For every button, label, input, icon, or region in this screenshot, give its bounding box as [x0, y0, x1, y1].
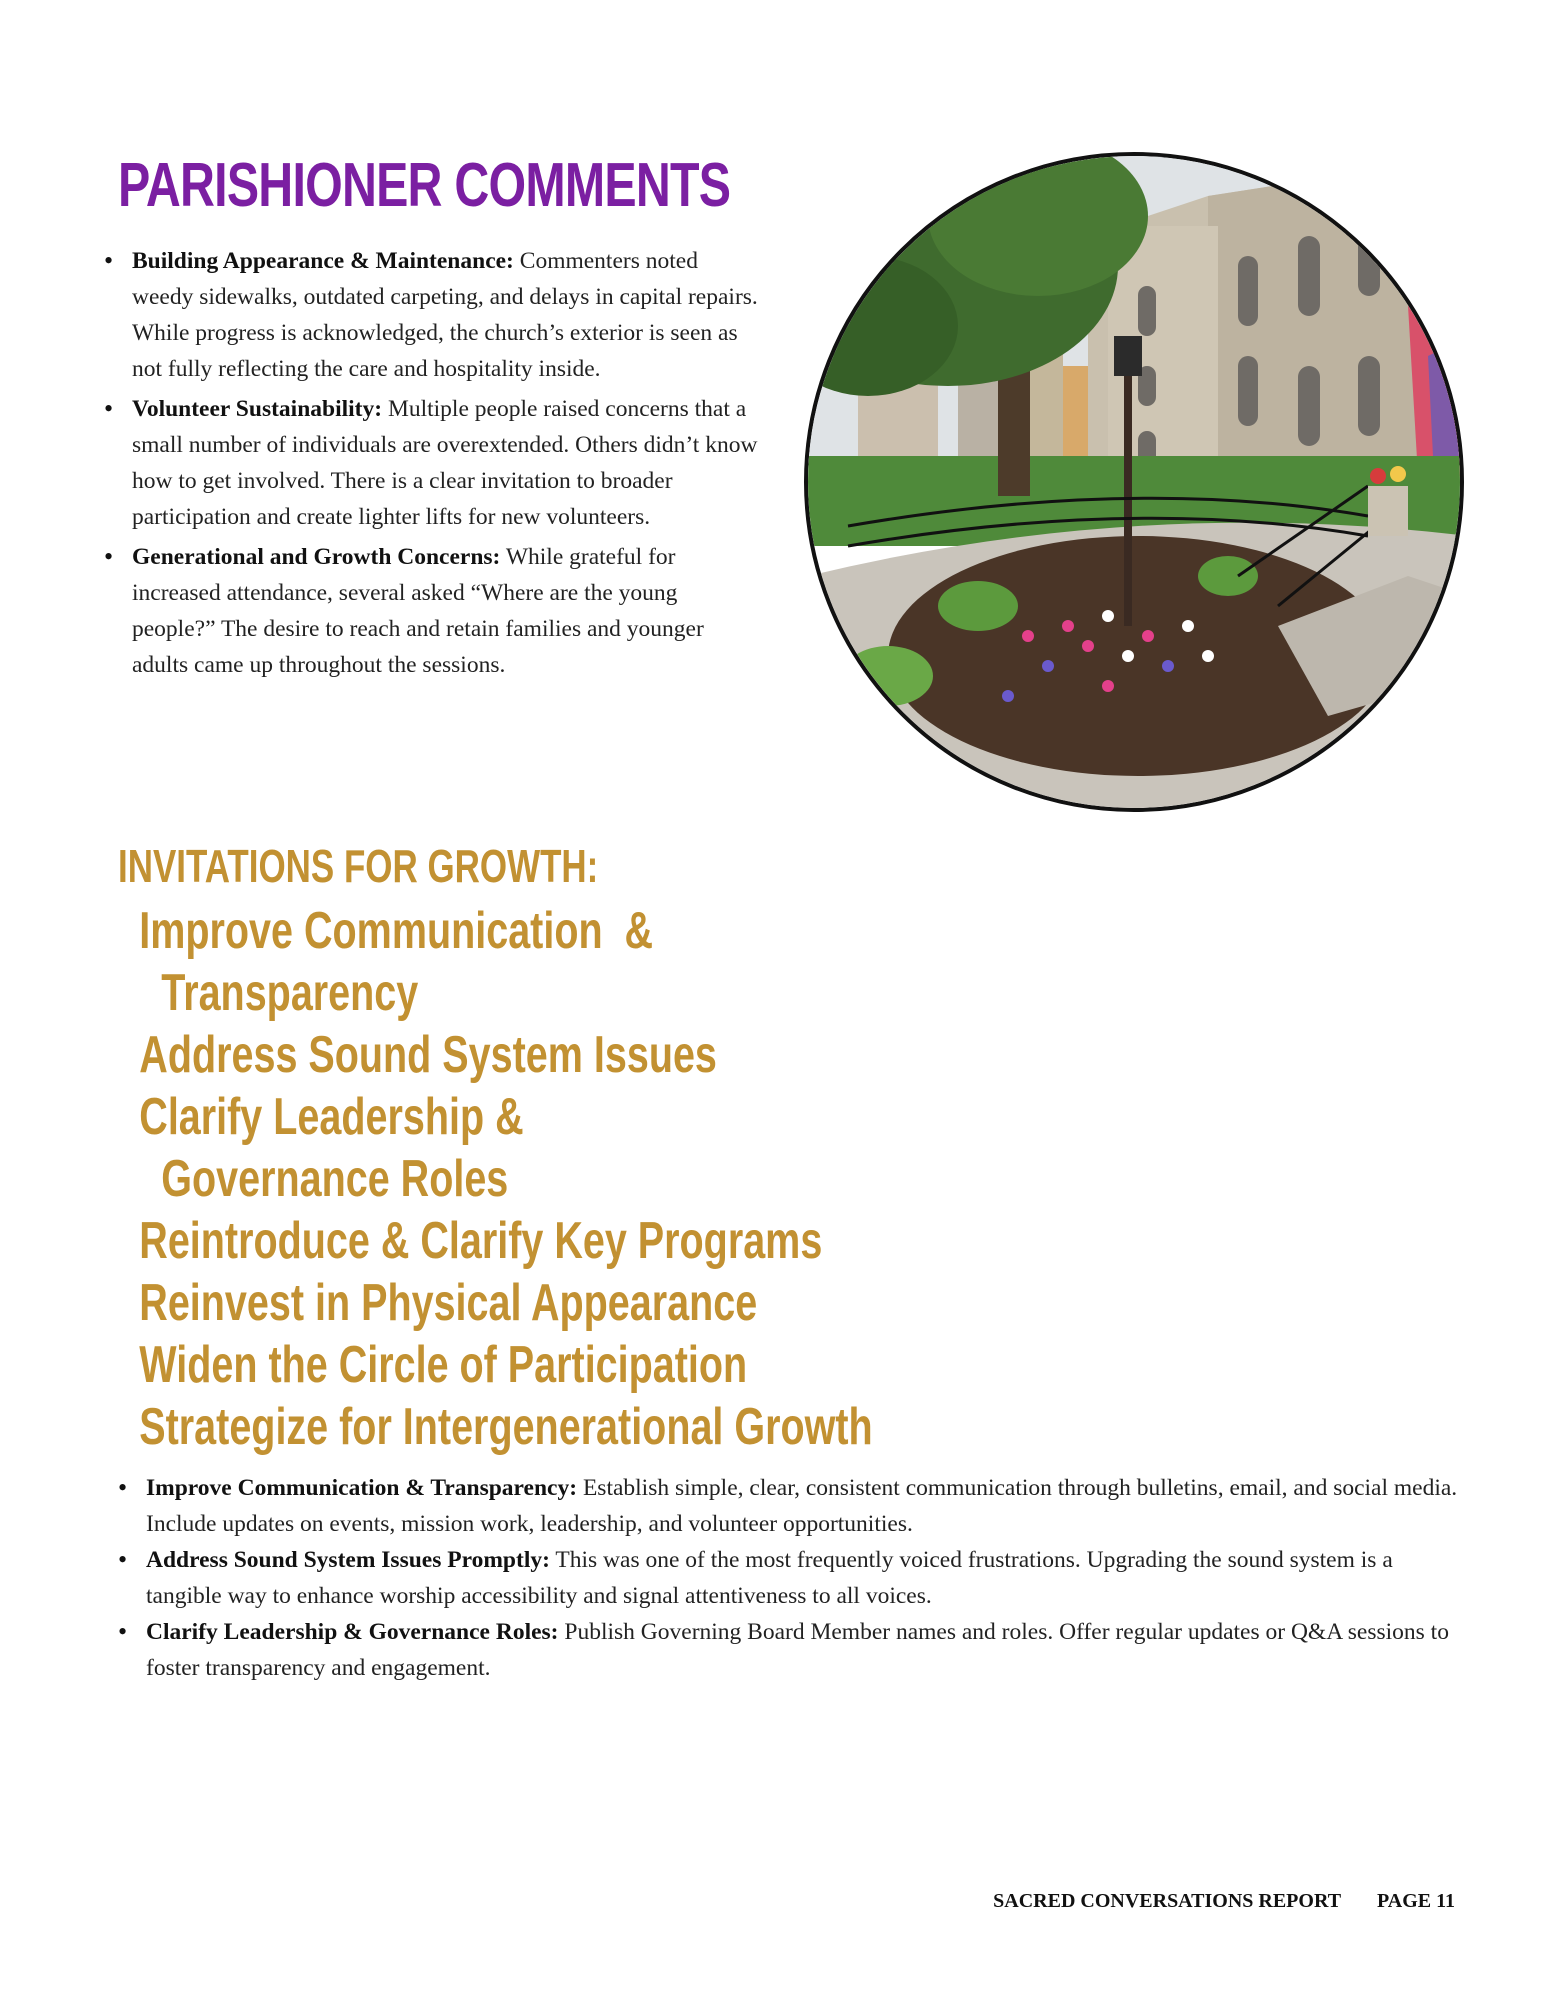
- growth-list: [118, 900, 873, 1458]
- detail-item: [116, 1614, 1466, 1686]
- comment-label: Building Appearance & Maintenance:: [132, 248, 514, 274]
- detail-label: Improve Communication & Transparency:: [146, 1475, 578, 1501]
- comment-label: Generational and Growth Concerns:: [132, 544, 501, 570]
- comment-item: [102, 391, 762, 535]
- church-garden-illustration: [808, 156, 1464, 812]
- detail-item: [116, 1542, 1466, 1614]
- comment-item: [102, 539, 762, 683]
- page-footer: [993, 1890, 1455, 1913]
- comment-text: Commenters noted weedy sidewalks, outdated carpeting, and delays in capital repairs. While progress is acknowledged, the church’s exterior is seen as not fully reflecting the care and hospitality inside.: [132, 248, 758, 382]
- growth-details-list: [116, 1470, 1466, 1686]
- growth-item: Widen the Circle of Participation: [139, 1336, 748, 1394]
- comment-label: Volunteer Sustainability:: [132, 396, 383, 422]
- growth-item: Strategize for Intergenerational Growth: [139, 1398, 873, 1456]
- church-garden-photo: [804, 152, 1464, 812]
- report-name: SACRED CONVERSATIONS REPORT: [993, 1890, 1342, 1912]
- growth-item: Address Sound System Issues: [139, 1026, 717, 1084]
- comment-text: Multiple people raised concerns that a small number of individuals are overextended. Others didn’t know how to get involved. There is a clear invitation to broader participation and create lighter lifts for new volunteers.: [132, 396, 758, 530]
- detail-text: Publish Governing Board Member names and roles. Offer regular updates or Q&A sessions to foster transparency and engagement.: [146, 1619, 1449, 1681]
- page-number: PAGE 11: [1377, 1890, 1455, 1912]
- detail-item: [116, 1470, 1466, 1542]
- detail-label: Address Sound System Issues Promptly:: [146, 1547, 550, 1573]
- comment-item: [102, 243, 762, 387]
- growth-item: Clarify Leadership &: [139, 1088, 524, 1146]
- growth-item: Governance Roles: [139, 1150, 509, 1208]
- growth-item: Improve Communication &: [139, 902, 654, 960]
- growth-item: Transparency: [139, 964, 419, 1022]
- comment-text: While grateful for increased attendance, several asked “Where are the young people?” The desire to reach and retain families and younger adults came up throughout the sessions.: [132, 544, 704, 678]
- growth-item: Reinvest in Physical Appearance: [139, 1274, 758, 1332]
- growth-item: Reintroduce & Clarify Key Programs: [139, 1212, 823, 1270]
- invitations-for-growth: [118, 838, 873, 1458]
- comments-list: [102, 243, 762, 687]
- detail-label: Clarify Leadership & Governance Roles:: [146, 1619, 559, 1645]
- parishioner-comments-heading: PARISHIONER COMMENTS: [118, 151, 731, 220]
- growth-heading: INVITATIONS FOR GROWTH:: [118, 840, 599, 892]
- detail-text: Establish simple, clear, consistent communication through bulletins, email, and social media. Include updates on events, mission work, leadership, and volunteer opportunities.: [146, 1475, 1458, 1537]
- detail-text: This was one of the most frequently voiced frustrations. Upgrading the sound system is a tangible way to enhance worship accessibility and signal attentiveness to all voices.: [146, 1547, 1393, 1609]
